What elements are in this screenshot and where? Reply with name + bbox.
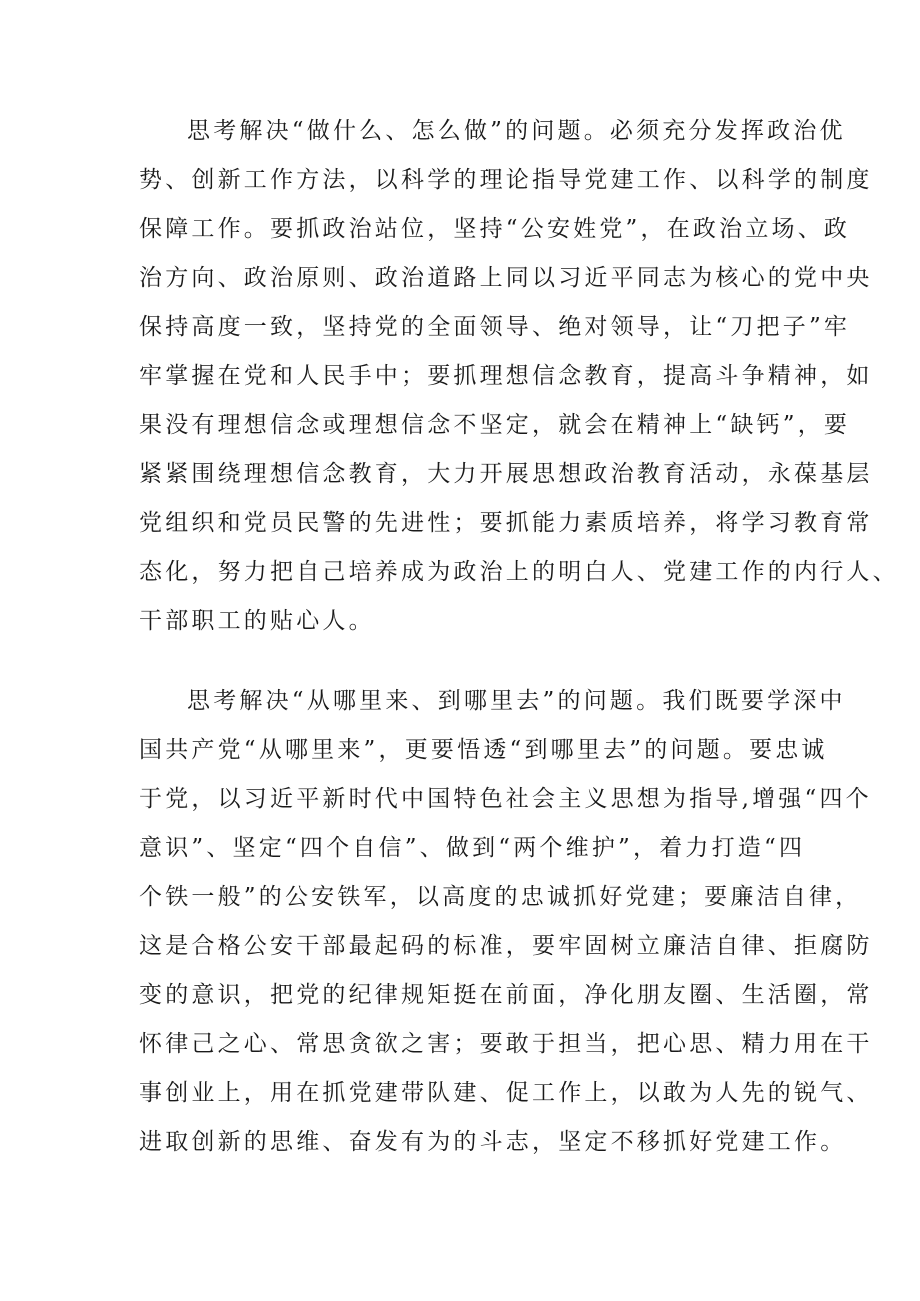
paragraph-line: 思考解决“从哪里来、到哪里去”的问题。我们既要学深中 [187,688,846,714]
paragraph-line: 怀律己之心、常思贪欲之害；要敢于担当，把心思、精力用在干 [139,1031,873,1057]
paragraph-line: 干部职工的贴心人。 [139,608,375,634]
paragraph-line: 党组织和党员民警的先进性；要抓能力素质培养，将学习教育常 [139,510,873,536]
paragraph-line: 牢掌握在党和人民手中；要抓理想信念教育，提高斗争精神，如 [139,363,873,389]
paragraph-line: 保持高度一致，坚持党的全面领导、绝对领导，让“刀把子”牢 [139,314,851,340]
paragraph-line: 保障工作。要抓政治站位，坚持“公安姓党”，在政治立场、政 [139,216,851,242]
paragraph-line: 果没有理想信念或理想信念不坚定，就会在精神上“缺钙”，要 [139,412,851,438]
paragraph-line: 意识”、坚定“四个自信”、做到“两个维护”，着力打造“四 [139,835,806,861]
paragraph-line: 势、创新工作方法，以科学的理论指导党建工作、以科学的制度 [139,167,873,193]
paragraph-line: 态化，努力把自己培养成为政治上的明白人、党建工作的内行人、 [139,559,899,585]
paragraph-line: 国共产党“从哪里来”，更要悟透“到哪里去”的问题。要忠诚 [139,737,828,763]
paragraph-line: 思考解决“做什么、怎么做”的问题。必须充分发挥政治优 [187,118,846,144]
paragraph-line: 这是合格公安干部最起码的标准，要牢固树立廉洁自律、拒腐防 [139,933,873,959]
paragraph-line: 治方向、政治原则、政治道路上同以习近平同志为核心的党中央 [139,265,873,291]
paragraph-line: 于党，以习近平新时代中国特色社会主义思想为指导,增强“四个 [139,786,872,812]
paragraph-line: 进取创新的思维、奋发有为的斗志，坚定不移抓好党建工作。 [139,1129,847,1155]
paragraph-line: 变的意识，把党的纪律规矩挺在前面，净化朋友圈、生活圈，常 [139,982,873,1008]
paragraph-line: 个铁一般”的公安铁军，以高度的忠诚抓好党建；要廉洁自律， [139,884,862,910]
paragraph-line: 事创业上，用在抓党建带队建、促工作上，以敢为人先的锐气、 [139,1080,873,1106]
paragraph-line: 紧紧围绕理想信念教育，大力开展思想政治教育活动，永葆基层 [139,461,873,487]
